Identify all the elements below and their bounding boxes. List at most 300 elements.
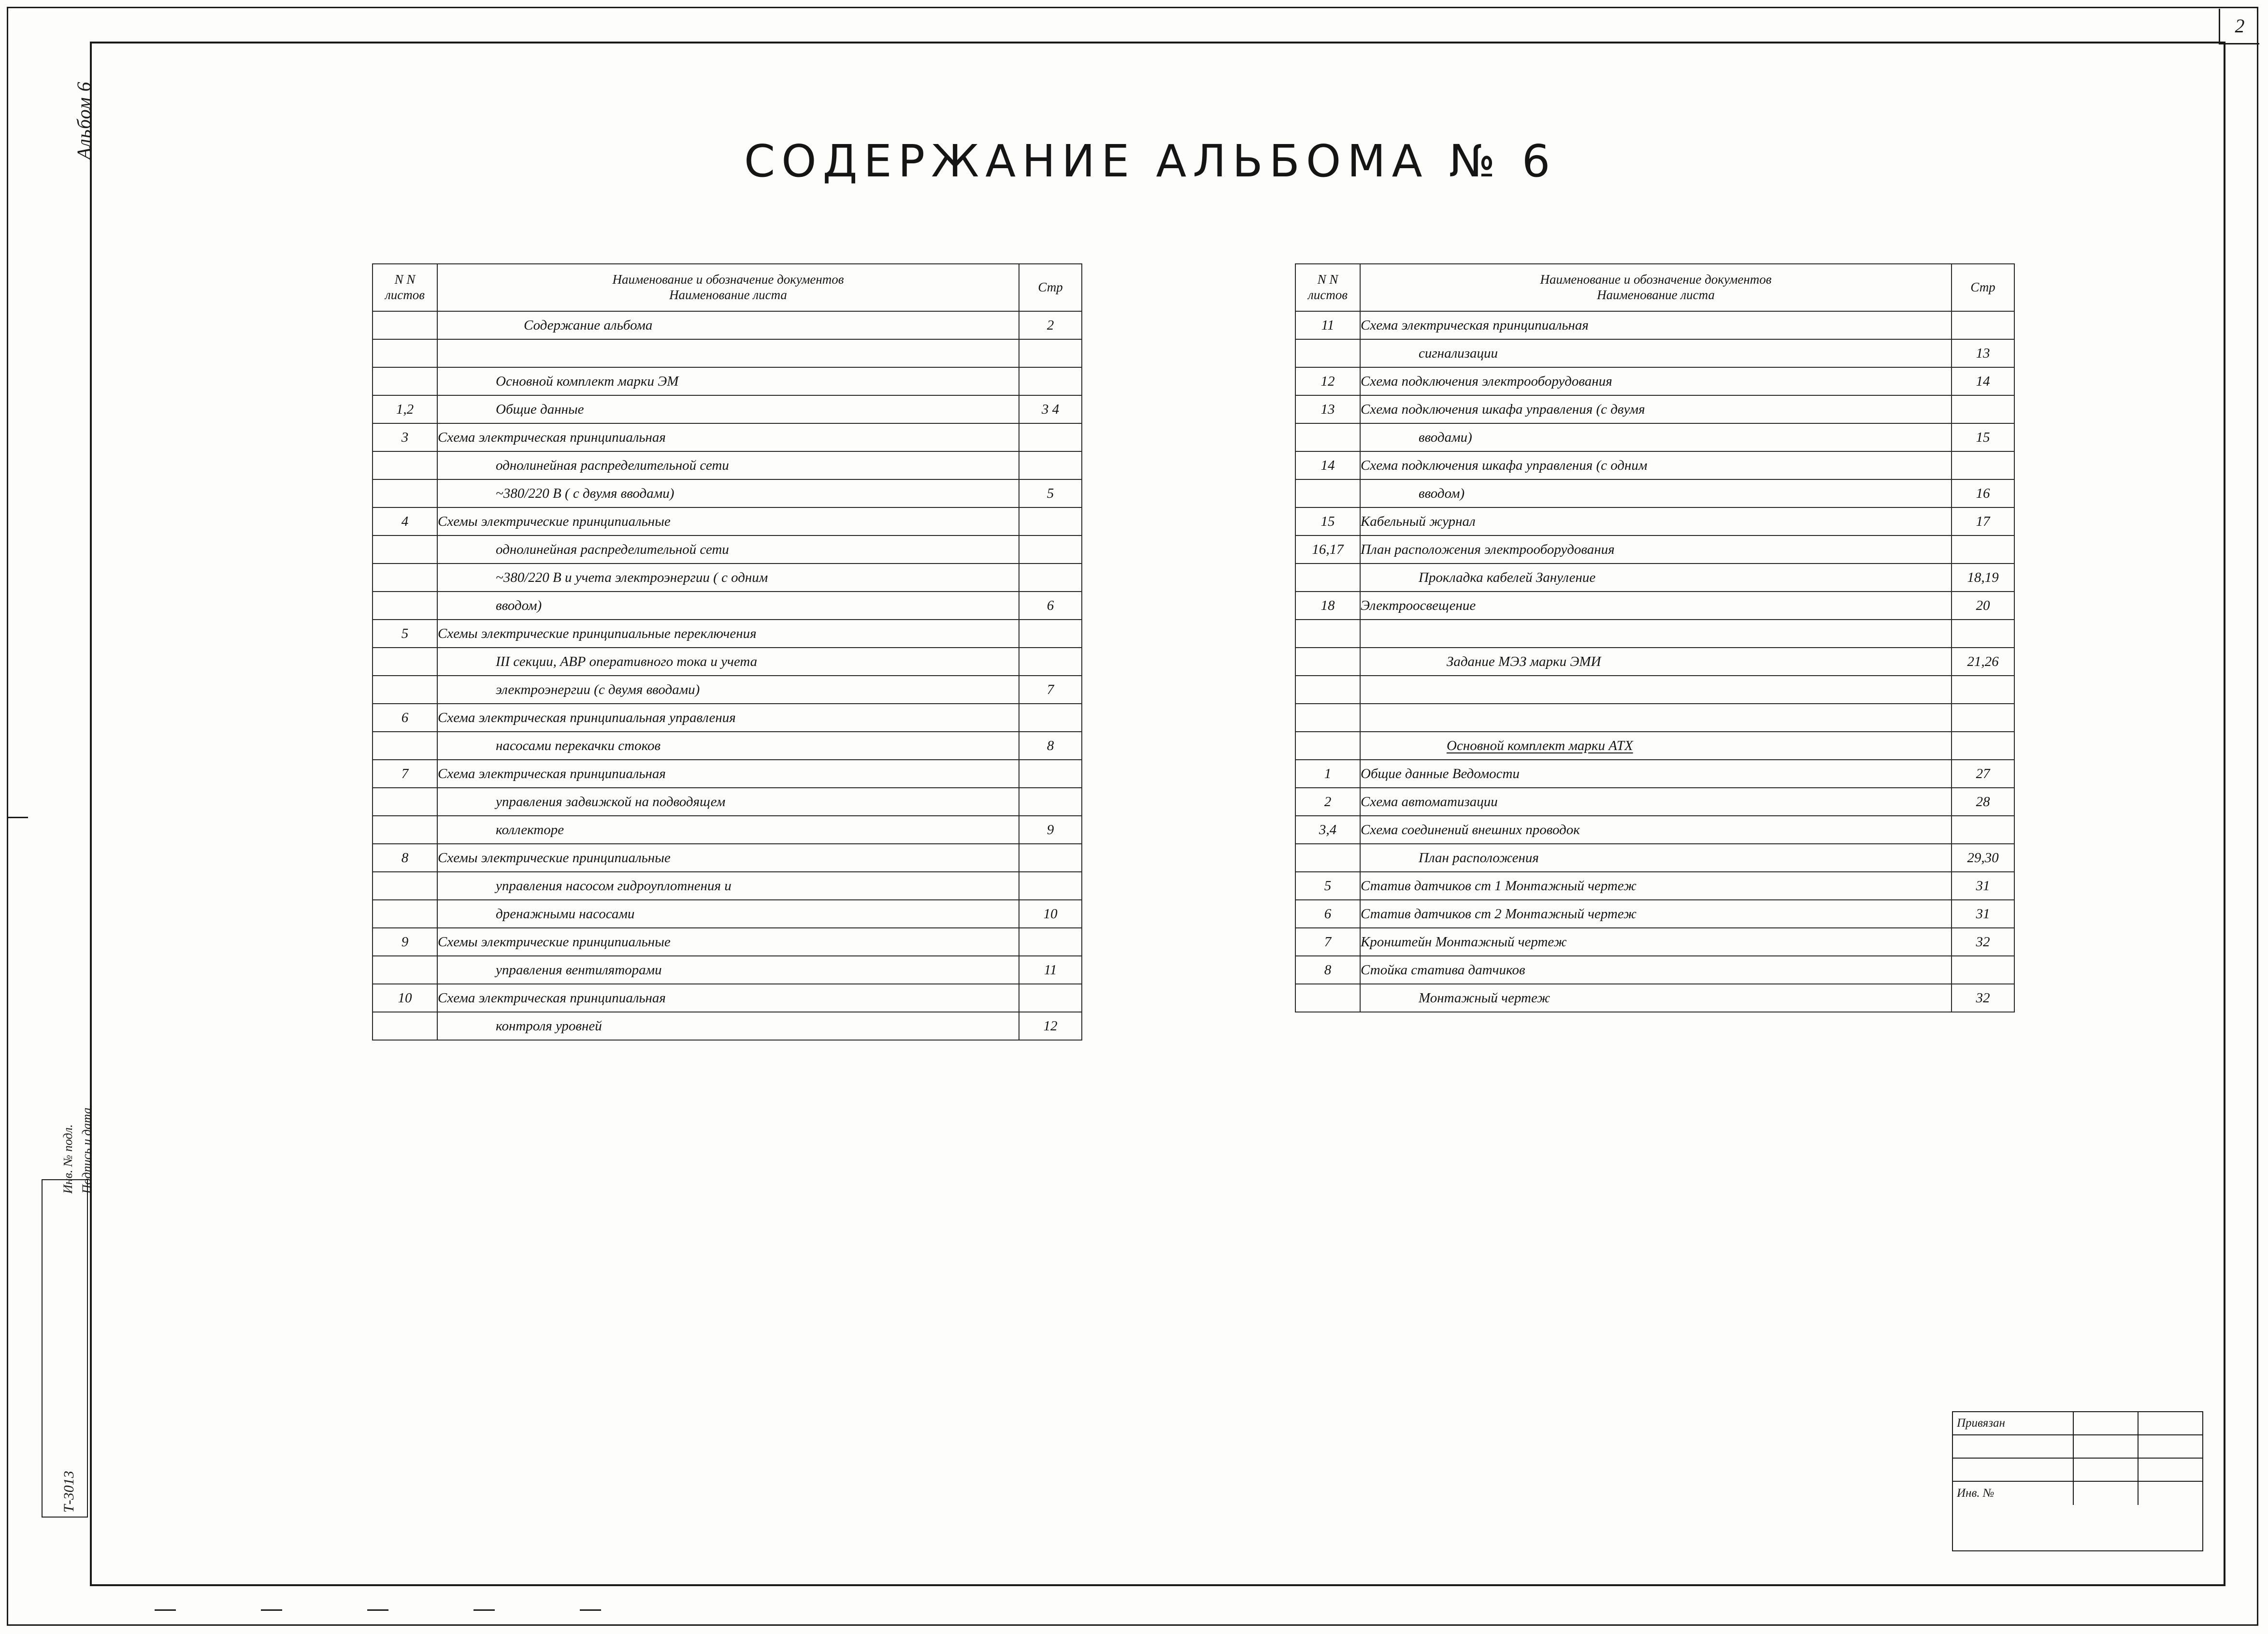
table-row (373, 956, 1082, 984)
page-title: СОДЕРЖАНИЕ АЛЬБОМА № 6 (744, 135, 1557, 187)
row-sheet-number: 5 (373, 620, 437, 648)
row-document-name (1360, 620, 1952, 648)
table-right-body (1295, 311, 2014, 1012)
row-document-name-text: Схемы электрические принципиальные (438, 513, 671, 529)
row-page-number (1952, 395, 2014, 423)
row-document-name (1360, 367, 1952, 395)
table-left-body (373, 311, 1082, 1040)
row-document-name-text: контроля уровней (496, 1018, 602, 1034)
row-document-name-text: Схема электрическая принципиальная (438, 766, 666, 781)
row-page-number (1019, 423, 1082, 451)
row-sheet-number: 7 (373, 760, 437, 788)
table-row (1295, 311, 2014, 339)
row-document-name (437, 451, 1019, 479)
row-page-number: 16 (1952, 479, 2014, 507)
table-row (373, 451, 1082, 479)
row-page-number: 5 (1019, 479, 1082, 507)
table-row (373, 844, 1082, 872)
row-document-name-text: ~380/220 В и учета электроэнергии ( с одним (496, 569, 768, 585)
row-sheet-number: 9 (373, 928, 437, 956)
table-row (1295, 844, 2014, 872)
row-page-number (1019, 760, 1082, 788)
row-document-name (1360, 788, 1952, 816)
signature-date-label: Подпись и дата (80, 1107, 94, 1194)
table-row (373, 732, 1082, 760)
row-document-name-text: Схема подключения шкафа управления (с двумя (1361, 401, 1645, 417)
row-document-name (1360, 872, 1952, 900)
row-document-name (437, 507, 1019, 535)
row-sheet-number (373, 367, 437, 395)
row-page-number (1952, 311, 2014, 339)
row-document-name-text: однолинейная распределительной сети (496, 457, 729, 473)
row-sheet-number (373, 535, 437, 564)
row-document-name-text: Схема автоматизации (1361, 794, 1498, 810)
table-row (1295, 704, 2014, 732)
row-page-number (1952, 816, 2014, 844)
row-document-name (1360, 900, 1952, 928)
row-page-number (1019, 872, 1082, 900)
table-row (1295, 451, 2014, 479)
table-row (373, 620, 1082, 648)
row-document-name (1360, 956, 1952, 984)
left-margin-strip (42, 1179, 88, 1518)
row-document-name-text: Статив датчиков ст 2 Монтажный чертеж (1361, 906, 1636, 922)
row-sheet-number (373, 648, 437, 676)
table-row (373, 816, 1082, 844)
row-document-name-text: Схема электрическая принципиальная (438, 429, 666, 445)
inventory-number-label: Инв. № подл. (61, 1124, 75, 1194)
row-document-name (1360, 423, 1952, 451)
table-header-row (1295, 264, 2014, 311)
row-document-name-text: Основной комплект марки АТХ (1447, 737, 1633, 753)
stamp-cell (2139, 1412, 2202, 1434)
row-document-name (437, 956, 1019, 984)
table-row (1295, 535, 2014, 564)
corner-page-number: 2 (2219, 9, 2259, 44)
fold-tick-bottom-1 (155, 1609, 176, 1611)
row-document-name (1360, 451, 1952, 479)
table-row (373, 479, 1082, 507)
row-page-number (1952, 535, 2014, 564)
table-row (373, 900, 1082, 928)
row-page-number (1952, 676, 2014, 704)
row-sheet-number (1295, 423, 1360, 451)
table-row (1295, 732, 2014, 760)
row-document-name-text: Схемы электрические принципиальные (438, 934, 671, 950)
fold-tick-bottom-3 (367, 1609, 388, 1611)
row-document-name (1360, 984, 1952, 1012)
approval-stamp (1952, 1411, 2203, 1551)
header-page: Стр (1952, 264, 2014, 311)
row-document-name-text: электроэнергии (с двумя вводами) (496, 681, 700, 697)
stamp-cell (2074, 1482, 2139, 1505)
row-document-name (437, 676, 1019, 704)
header-sheet-numbers (1295, 264, 1360, 311)
table-row (1295, 788, 2014, 816)
row-sheet-number: 7 (1295, 928, 1360, 956)
fold-tick-bottom-2 (261, 1609, 282, 1611)
row-sheet-number: 4 (373, 507, 437, 535)
row-page-number: 32 (1952, 928, 2014, 956)
row-document-name (437, 592, 1019, 620)
row-page-number: 27 (1952, 760, 2014, 788)
stamp-cell (1953, 1435, 2074, 1458)
row-sheet-number: 18 (1295, 592, 1360, 620)
row-document-name (1360, 844, 1952, 872)
row-page-number: 20 (1952, 592, 2014, 620)
fold-tick-bottom-4 (474, 1609, 495, 1611)
row-sheet-number: 10 (373, 984, 437, 1012)
row-sheet-number (1295, 339, 1360, 367)
row-document-name (1360, 732, 1952, 760)
album-label: Альбом 6 (73, 81, 95, 159)
document-code-label: Т-3013 (61, 1471, 77, 1513)
stamp-cell (2074, 1435, 2139, 1458)
row-sheet-number (1295, 648, 1360, 676)
table-of-contents-left (372, 263, 1082, 1041)
row-document-name-text: сигнализации (1419, 345, 1498, 361)
row-document-name-text: ~380/220 В ( с двумя вводами) (496, 485, 675, 501)
row-sheet-number (373, 592, 437, 620)
header-document-name-line2: Наименование листа (669, 288, 787, 302)
row-document-name (1360, 395, 1952, 423)
row-sheet-number (373, 339, 437, 367)
row-document-name (437, 844, 1019, 872)
table-row (1295, 676, 2014, 704)
row-page-number (1019, 928, 1082, 956)
row-document-name-text: Стойка статива датчиков (1361, 962, 1525, 978)
row-document-name-text: Монтажный чертеж (1419, 990, 1550, 1006)
row-document-name-text: Схема электрическая принципиальная управления (438, 709, 736, 725)
row-sheet-number: 1 (1295, 760, 1360, 788)
row-document-name-text: Схема электрическая принципиальная (438, 990, 666, 1006)
row-document-name (437, 564, 1019, 592)
row-sheet-number (1295, 620, 1360, 648)
row-document-name (437, 1012, 1019, 1040)
row-document-name-text: Общие данные Ведомости (1361, 766, 1520, 781)
table-row (373, 367, 1082, 395)
table-row (373, 592, 1082, 620)
stamp-row (1953, 1459, 2202, 1482)
row-sheet-number (373, 788, 437, 816)
table-row (1295, 367, 2014, 395)
table-row (373, 928, 1082, 956)
row-document-name-text: Схема электрическая принципиальная (1361, 317, 1589, 333)
row-page-number: 21,26 (1952, 648, 2014, 676)
row-document-name (1360, 564, 1952, 592)
row-sheet-number: 2 (1295, 788, 1360, 816)
row-sheet-number (1295, 564, 1360, 592)
row-sheet-number (1295, 479, 1360, 507)
row-document-name (1360, 704, 1952, 732)
row-page-number (1019, 535, 1082, 564)
row-document-name-text: управления насосом гидроуплотнения и (496, 878, 732, 894)
row-page-number: 2 (1019, 311, 1082, 339)
row-sheet-number (1295, 732, 1360, 760)
header-sheet-numbers-line2: листов (385, 288, 425, 302)
row-page-number (1952, 704, 2014, 732)
row-document-name-text: вводами) (1419, 429, 1472, 445)
row-sheet-number: 6 (1295, 900, 1360, 928)
table-row (373, 648, 1082, 676)
row-sheet-number: 14 (1295, 451, 1360, 479)
row-page-number: 18,19 (1952, 564, 2014, 592)
table-row (1295, 507, 2014, 535)
table-row (1295, 928, 2014, 956)
table-row (373, 1012, 1082, 1040)
table-row (373, 564, 1082, 592)
row-sheet-number (373, 816, 437, 844)
row-document-name-text: Статив датчиков ст 1 Монтажный чертеж (1361, 878, 1636, 894)
row-document-name (437, 732, 1019, 760)
row-sheet-number (373, 451, 437, 479)
row-document-name (437, 367, 1019, 395)
table-row (1295, 984, 2014, 1012)
row-sheet-number (1295, 844, 1360, 872)
table-row (1295, 956, 2014, 984)
row-sheet-number: 3,4 (1295, 816, 1360, 844)
header-document-name (1360, 264, 1952, 311)
row-page-number (1019, 339, 1082, 367)
table-row (1295, 816, 2014, 844)
table-row (1295, 900, 2014, 928)
row-sheet-number (1295, 984, 1360, 1012)
row-document-name (1360, 311, 1952, 339)
stamp-cell (2074, 1412, 2139, 1434)
row-document-name (437, 760, 1019, 788)
row-document-name-text: План расположения электрооборудования (1361, 541, 1615, 557)
table-row (373, 788, 1082, 816)
row-document-name-text: Задание МЭЗ марки ЭМИ (1447, 653, 1601, 669)
header-sheet-numbers (373, 264, 437, 311)
row-page-number: 11 (1019, 956, 1082, 984)
row-page-number: 32 (1952, 984, 2014, 1012)
row-page-number (1019, 984, 1082, 1012)
table-row (1295, 648, 2014, 676)
header-document-name-line1: Наименование и обозначение документов (612, 272, 844, 287)
row-document-name-text: управления вентиляторами (496, 962, 662, 978)
stamp-cell (2074, 1459, 2139, 1481)
stamp-cell (2139, 1435, 2202, 1458)
row-page-number: 12 (1019, 1012, 1082, 1040)
row-sheet-number (373, 956, 437, 984)
row-page-number: 15 (1952, 423, 2014, 451)
row-document-name-text: Схемы электрические принципиальные переключения (438, 625, 757, 641)
row-document-name (437, 423, 1019, 451)
row-document-name (1360, 535, 1952, 564)
row-document-name-text: III секции, АВР оперативного тока и учета (496, 653, 758, 669)
table-row (1295, 339, 2014, 367)
row-page-number (1019, 704, 1082, 732)
table-header-row (373, 264, 1082, 311)
row-page-number: 10 (1019, 900, 1082, 928)
table-of-contents-right (1295, 263, 2015, 1012)
header-document-name-line1: Наименование и обозначение документов (1540, 272, 1772, 287)
row-document-name-text: Схема подключения электрооборудования (1361, 373, 1612, 389)
row-sheet-number: 8 (373, 844, 437, 872)
row-document-name (437, 535, 1019, 564)
table-row (373, 423, 1082, 451)
row-page-number (1019, 788, 1082, 816)
row-sheet-number (1295, 704, 1360, 732)
stamp-row (1953, 1412, 2202, 1435)
row-document-name (437, 311, 1019, 339)
row-document-name (437, 704, 1019, 732)
row-page-number (1952, 620, 2014, 648)
row-page-number: 13 (1952, 339, 2014, 367)
table-row (373, 760, 1082, 788)
row-document-name (1360, 339, 1952, 367)
row-page-number (1952, 451, 2014, 479)
row-page-number: 31 (1952, 872, 2014, 900)
row-document-name (437, 984, 1019, 1012)
row-document-name-text: Общие данные (496, 401, 584, 417)
header-sheet-numbers-line1: N N (1317, 272, 1338, 287)
row-document-name-text: Схема подключения шкафа управления (с одним (1361, 457, 1648, 473)
row-sheet-number (373, 872, 437, 900)
table-row (1295, 760, 2014, 788)
row-document-name (437, 339, 1019, 367)
row-document-name-text: Электроосвещение (1361, 597, 1476, 613)
row-document-name (437, 788, 1019, 816)
row-sheet-number: 1,2 (373, 395, 437, 423)
fold-tick-left (7, 817, 28, 818)
row-page-number: 17 (1952, 507, 2014, 535)
stamp-cell (2139, 1459, 2202, 1481)
stamp-label-inventory: Инв. № (1953, 1482, 2074, 1505)
row-document-name (1360, 507, 1952, 535)
row-page-number: 31 (1952, 900, 2014, 928)
table-row (1295, 872, 2014, 900)
row-sheet-number (373, 1012, 437, 1040)
row-document-name (1360, 928, 1952, 956)
row-document-name (437, 928, 1019, 956)
table-row (373, 339, 1082, 367)
row-document-name-text: однолинейная распределительной сети (496, 541, 729, 557)
row-sheet-number: 8 (1295, 956, 1360, 984)
table-row (373, 311, 1082, 339)
row-page-number: 7 (1019, 676, 1082, 704)
row-page-number: 28 (1952, 788, 2014, 816)
row-document-name (437, 872, 1019, 900)
row-sheet-number (373, 311, 437, 339)
row-document-name-text: План расположения (1419, 850, 1539, 866)
row-document-name-text: Прокладка кабелей Зануление (1419, 569, 1596, 585)
header-page: Стр (1019, 264, 1082, 311)
row-sheet-number (373, 564, 437, 592)
row-sheet-number: 12 (1295, 367, 1360, 395)
table-row (373, 676, 1082, 704)
row-document-name (437, 479, 1019, 507)
table-row (373, 535, 1082, 564)
row-sheet-number: 5 (1295, 872, 1360, 900)
row-document-name (1360, 760, 1952, 788)
row-page-number: 14 (1952, 367, 2014, 395)
row-document-name-text: насосами перекачки стоков (496, 737, 661, 753)
row-page-number: 3 4 (1019, 395, 1082, 423)
row-document-name (1360, 648, 1952, 676)
row-document-name (1360, 479, 1952, 507)
table-row (373, 395, 1082, 423)
row-document-name (437, 395, 1019, 423)
row-document-name-text: коллекторе (496, 822, 564, 838)
row-document-name (437, 648, 1019, 676)
row-page-number (1019, 367, 1082, 395)
table-row (1295, 564, 2014, 592)
row-sheet-number: 11 (1295, 311, 1360, 339)
table-row (373, 872, 1082, 900)
row-document-name-text: Кронштейн Монтажный чертеж (1361, 934, 1567, 950)
row-document-name (1360, 676, 1952, 704)
row-page-number (1019, 620, 1082, 648)
header-document-name (437, 264, 1019, 311)
row-document-name-text: вводом) (1419, 485, 1465, 501)
row-document-name-text: Схемы электрические принципиальные (438, 850, 671, 866)
header-document-name-line2: Наименование листа (1597, 288, 1715, 302)
row-sheet-number (373, 732, 437, 760)
row-document-name-text: Кабельный журнал (1361, 513, 1476, 529)
stamp-cell (1953, 1459, 2074, 1481)
row-document-name-text: Схема соединений внешних проводок (1361, 822, 1580, 838)
table-row (1295, 423, 2014, 451)
row-document-name (437, 900, 1019, 928)
row-sheet-number: 13 (1295, 395, 1360, 423)
table-row (373, 507, 1082, 535)
row-document-name-text: управления задвижкой на подводящем (496, 794, 726, 810)
row-document-name (1360, 592, 1952, 620)
row-page-number (1019, 564, 1082, 592)
row-document-name-text: вводом) (496, 597, 542, 613)
stamp-cell (2139, 1482, 2202, 1505)
table-row (373, 984, 1082, 1012)
table-row (1295, 592, 2014, 620)
row-page-number: 8 (1019, 732, 1082, 760)
row-sheet-number: 15 (1295, 507, 1360, 535)
header-sheet-numbers-line1: N N (394, 272, 416, 287)
row-sheet-number (373, 676, 437, 704)
table-row (1295, 620, 2014, 648)
row-sheet-number (373, 479, 437, 507)
row-page-number (1019, 451, 1082, 479)
row-page-number: 9 (1019, 816, 1082, 844)
row-document-name (437, 620, 1019, 648)
table-row (1295, 395, 2014, 423)
row-page-number (1019, 648, 1082, 676)
row-document-name-text: Основной комплект марки ЭМ (496, 373, 679, 389)
row-page-number (1019, 507, 1082, 535)
stamp-label-attached: Привязан (1953, 1412, 2074, 1434)
row-page-number: 6 (1019, 592, 1082, 620)
table-row (373, 704, 1082, 732)
row-sheet-number: 3 (373, 423, 437, 451)
row-page-number (1952, 732, 2014, 760)
row-page-number (1952, 956, 2014, 984)
row-sheet-number: 16,17 (1295, 535, 1360, 564)
row-page-number (1019, 844, 1082, 872)
header-sheet-numbers-line2: листов (1308, 288, 1348, 302)
row-document-name-text: дренажными насосами (496, 906, 635, 922)
stamp-row (1953, 1435, 2202, 1459)
row-sheet-number: 6 (373, 704, 437, 732)
table-row (1295, 479, 2014, 507)
row-document-name (1360, 816, 1952, 844)
stamp-row (1953, 1482, 2202, 1505)
row-sheet-number (1295, 676, 1360, 704)
row-document-name (437, 816, 1019, 844)
fold-tick-bottom-5 (580, 1609, 601, 1611)
row-document-name-text: Содержание альбома (524, 317, 653, 333)
row-page-number: 29,30 (1952, 844, 2014, 872)
